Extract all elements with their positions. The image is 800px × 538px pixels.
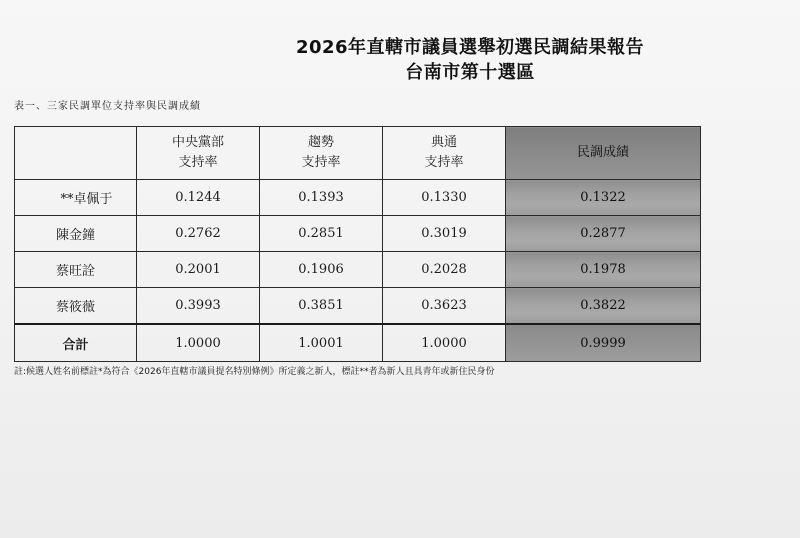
header-label: 典通 — [430, 135, 457, 150]
header-label: 支持率 — [178, 155, 218, 170]
poll-result: 0.1322 — [506, 180, 701, 216]
candidate-name: **卓佩于 — [15, 180, 137, 216]
diantong-rate: 0.2028 — [383, 252, 506, 288]
total-label: 合計 — [15, 324, 137, 362]
header-central-party — [137, 127, 260, 180]
table-header-row — [15, 127, 701, 180]
poll-result: 0.1978 — [506, 252, 701, 288]
table-row — [15, 216, 701, 252]
header-trend — [260, 127, 383, 180]
diantong-rate: 0.1330 — [383, 180, 506, 216]
header-label: 中央黨部 — [171, 135, 224, 150]
total-central: 1.0000 — [137, 324, 260, 362]
table-caption: 表一、三家民調單位支持率與民調成績 — [14, 101, 201, 112]
poll-result: 0.2877 — [506, 216, 701, 252]
trend-rate: 0.1906 — [260, 252, 383, 288]
trend-rate: 0.2851 — [260, 216, 383, 252]
header-label: 支持率 — [301, 155, 341, 170]
table-row — [15, 252, 701, 288]
table-row — [15, 180, 701, 216]
table-row — [15, 288, 701, 325]
header-candidate — [15, 127, 137, 180]
candidate-name: 蔡旺詮 — [15, 252, 137, 288]
trend-rate: 0.1393 — [260, 180, 383, 216]
central-rate: 0.3993 — [137, 288, 260, 325]
poll-results-table — [14, 126, 701, 362]
header-label: 支持率 — [424, 155, 464, 170]
candidate-name: 陳金鐘 — [15, 216, 137, 252]
header-label: 民調成績 — [576, 145, 629, 160]
diantong-rate: 0.3019 — [383, 216, 506, 252]
document-subtitle: 台南市第十選區 — [405, 62, 535, 83]
trend-rate: 0.3851 — [260, 288, 383, 325]
header-diantong — [383, 127, 506, 180]
total-row — [15, 324, 701, 362]
candidate-name: 蔡筱薇 — [15, 288, 137, 325]
diantong-rate: 0.3623 — [383, 288, 506, 325]
central-rate: 0.2762 — [137, 216, 260, 252]
central-rate: 0.1244 — [137, 180, 260, 216]
total-trend: 1.0001 — [260, 324, 383, 362]
central-rate: 0.2001 — [137, 252, 260, 288]
header-poll-result — [506, 127, 701, 180]
footnote: 註:候選人姓名前標註*為符合《2026年直轄市議員提名特別條例》所定義之新人，標註**者為新人且具青年或新住民身份 — [14, 367, 495, 377]
header-label: 趨勢 — [307, 135, 334, 150]
document-title: 2026年直轄市議員選舉初選民調結果報告 — [295, 37, 645, 58]
total-diantong: 1.0000 — [383, 324, 506, 362]
poll-result: 0.3822 — [506, 288, 701, 325]
total-result: 0.9999 — [506, 324, 701, 362]
